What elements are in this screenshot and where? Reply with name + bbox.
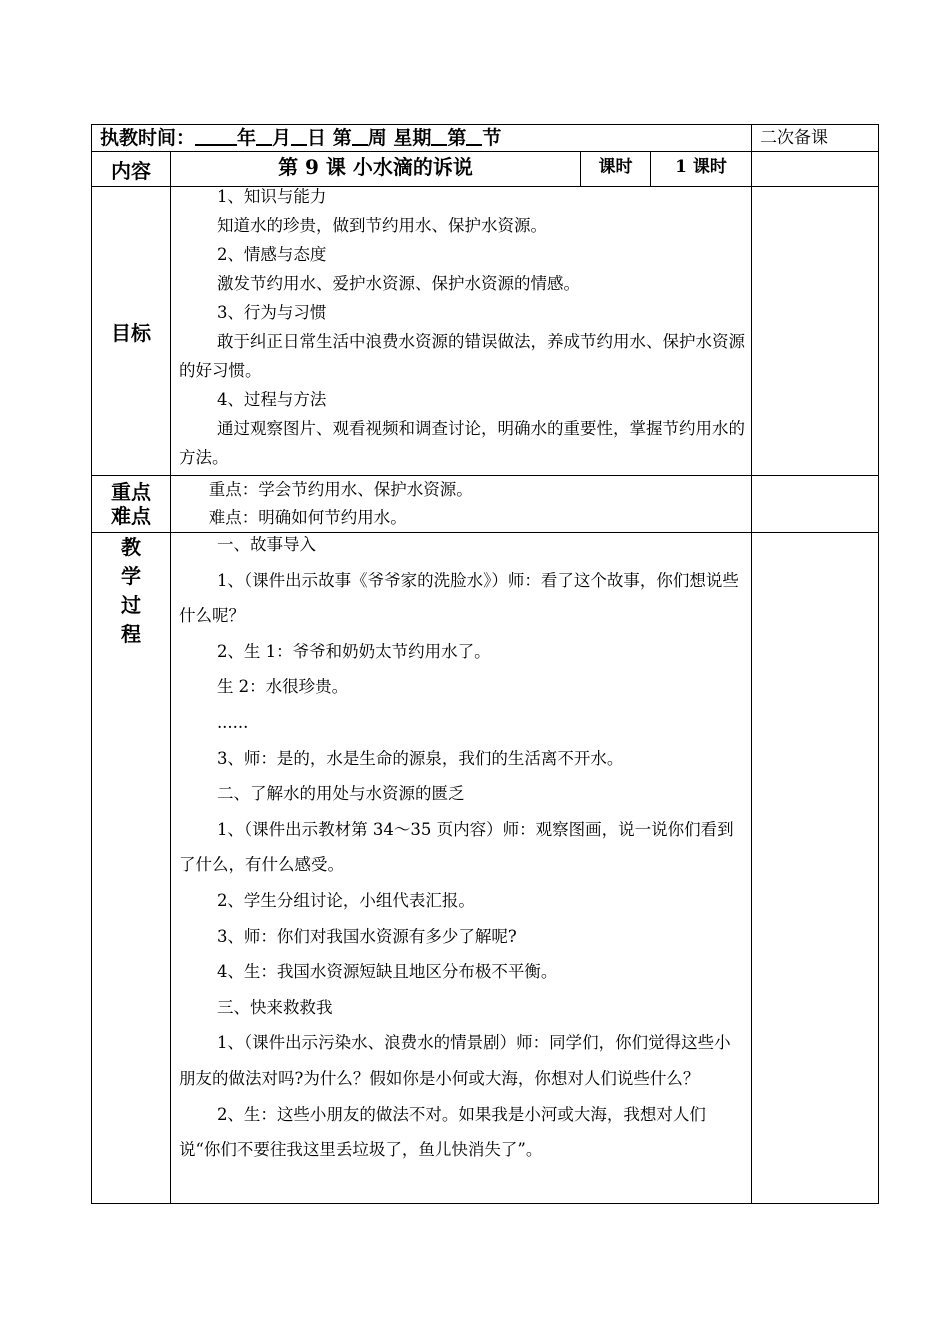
- notes-cell-key-points: [752, 476, 879, 533]
- goals-label: 目标: [92, 187, 171, 476]
- process-label: [92, 533, 171, 1204]
- process-line: 4、生：我国水资源短缺且地区分布极不平衡。: [216, 962, 558, 982]
- key-points-content: [171, 476, 752, 533]
- teaching-time-label: 执教时间：: [100, 127, 196, 149]
- hours-value: 1 课时: [651, 152, 752, 187]
- day-blank: [291, 126, 307, 146]
- process-label-char: 学: [121, 564, 141, 588]
- goals-content: [171, 187, 752, 476]
- period-blank: [466, 126, 482, 146]
- process-line: 1、（课件出示故事《爷爷家的洗脸水》）师：看了这个故事，你们想说些什么呢？: [179, 570, 739, 626]
- process-line: 2、学生分组讨论，小组代表汇报。: [216, 890, 475, 910]
- week-blank: [352, 126, 368, 146]
- process-line: 生 2：水很珍贵。: [216, 677, 349, 697]
- period-prefix: 第: [447, 127, 467, 149]
- process-line: 三、快来救救我: [216, 997, 333, 1017]
- notes-cell-goals: [752, 187, 879, 476]
- weekday-label: 星期: [393, 127, 432, 149]
- notes-cell-title: [752, 152, 879, 187]
- key-points-label: [92, 476, 171, 533]
- process-label-char: 过: [121, 593, 141, 617]
- process-line: 2、生：这些小朋友的做法不对。如果我是小河或大海，我想对人们说“你们不要往我这里丢垃圾了，鱼儿快消失了”。: [179, 1104, 706, 1160]
- process-line: 1、（课件出示教材第 34～35 页内容）师：观察图画，说一说你们看到了什么，有什么感受。: [179, 819, 734, 875]
- process-row: [92, 533, 879, 1204]
- key-point-line: 重点：学会节约用水、保护水资源。: [208, 480, 473, 499]
- year-blank: [195, 126, 237, 146]
- goal-line: 敢于纠正日常生活中浪费水资源的错误做法，养成节约用水、保护水资源的好习惯。: [179, 332, 745, 380]
- secondary-prep-label: 二次备课: [752, 125, 879, 152]
- period-label: 节: [482, 127, 502, 149]
- content-label: 内容: [92, 152, 171, 187]
- goal-line: 4、过程与方法: [216, 390, 327, 409]
- month-label: 月: [272, 127, 292, 149]
- goal-line: 知道水的珍贵，做到节约用水、保护水资源。: [216, 216, 547, 235]
- lesson-title: 第 9 课 小水滴的诉说: [171, 152, 581, 187]
- process-line: 1、（课件出示污染水、浪费水的情景剧）师：同学们，你们觉得这些小朋友的做法对吗?为什么？假如你是小何或大海，你想对人们说些什么？: [179, 1033, 731, 1088]
- process-content: [171, 533, 752, 1204]
- header-row: [92, 125, 879, 152]
- process-line: 一、故事导入: [216, 535, 316, 554]
- month-blank: [256, 126, 272, 146]
- process-line: 二、了解水的用处与水资源的匮乏: [216, 784, 465, 804]
- goals-row: [92, 187, 879, 476]
- hours-label: 课时: [581, 152, 651, 187]
- difficulty-label: 难点: [111, 504, 151, 528]
- goal-line: 激发节约用水、爱护水资源、保护水资源的情感。: [216, 274, 580, 293]
- process-line: 3、师：是的，水是生命的源泉，我们的生活离不开水。: [216, 748, 624, 768]
- difficulty-line: 难点：明确如何节约用水。: [208, 508, 407, 527]
- day-label: 日: [307, 127, 327, 149]
- process-line: 2、生 1：爷爷和奶奶太节约用水了。: [216, 641, 491, 661]
- process-line: 3、师：你们对我国水资源有多少了解呢?: [216, 926, 517, 946]
- goal-line: 2、情感与态度: [216, 245, 327, 264]
- goal-line: 通过观察图片、观看视频和调查讨论，明确水的重要性，掌握节约用水的方法。: [179, 419, 745, 467]
- week-prefix: 第: [332, 127, 352, 149]
- key-label: 重点: [111, 480, 151, 504]
- year-label: 年: [237, 127, 257, 149]
- key-points-row: [92, 476, 879, 533]
- lesson-plan-table: [91, 124, 879, 1204]
- process-label-char: 教: [121, 535, 141, 559]
- process-line: ......: [216, 712, 249, 732]
- weekday-blank: [431, 126, 447, 146]
- goal-line: 3、行为与习惯: [216, 303, 327, 322]
- goal-line: 1、知识与能力: [216, 187, 327, 206]
- notes-cell-process: [752, 533, 879, 1204]
- teaching-time-cell: [92, 125, 752, 152]
- process-label-char: 程: [121, 622, 141, 646]
- week-label: 周: [367, 127, 387, 149]
